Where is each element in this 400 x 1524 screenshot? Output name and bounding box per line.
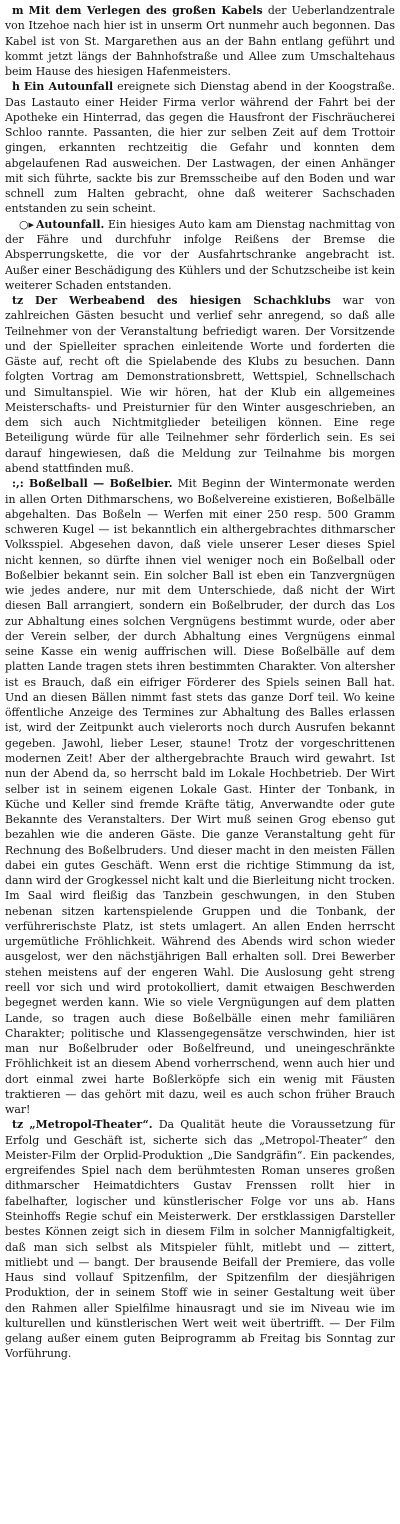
article-marker: h: [12, 80, 20, 94]
article-body: Mit Beginn der Wintermonate werden in allen Orten Dithmarschens, wo Boßelvereine existieren, Boßelbälle abgehalten. Das Boßeln — Werfen mit einer 250 resp. 500 Gramm schweren Kugel — ist bekanntlich ein althergebrachtes dithmarscher Volksspiel. Abgesehen davon, daß viele unserer Leser dieses Spiel nicht kennen, so dürfte ihnen viel weniger noch ein Boßelball oder Boßelbier bekannt sein. Ein solcher Ball ist eben ein Tanzvergnügen wie jedes andere, nur mit dem Unterschiede, daß nicht der Wirt diesen Ball arrangiert, sondern ein Boßelbruder, der durch das Los zur Abhaltung eines solchen Vergnügens bestimmt wurde, oder aber der Verein selber, der durch Abhaltung eines Vergnügens einmal seine Kasse ein wenig auffrischen will. Diese Boßelbälle auf dem platten Lande tragen stets ihren bestimmten Charakter. Von altersher ist es Brauch, daß ein eifriger Förderer des Spiels seinen Ball hat. Und an diesen Bällen nimmt fast stets das ganze Dorf teil. Wo keine öffentliche Anzeige des Termines zur Abhaltung des Balles erlassen ist, wird der Zeitpunkt auch vielerorts noch durch Ausrufen bekannt gegeben. Jawohl, lieber Leser, staune! Trotz der vorgeschrittenen modernen Zeit! Aber der althergebrachte Brauch wird gewahrt. Ist nun der Abend da, so herrscht bald im Lokale Hochbetrieb. Der Wirt selber ist in seinem eigenen Lokale Gast. Hinter der Tonbank, in Küche und Keller sind fremde Kräfte tätig, Anverwandte oder gute Bekannte des Veranstalters. Der Wirt muß seinen Grog ebenso gut bezahlen wie die anderen Gäste. Die ganze Veranstaltung geht für Rechnung des Boßelbruders. Und dieser macht in den meisten Fällen dabei ein gutes Geschäft. Wenn erst die richtige Stimmung da ist, dann wird der Grogkessel nicht kalt und die Bierleitung nicht trocken. Im Saal wird fleißig das Tanzbein geschwungen, in den Stuben nebenan sitzen kartenspielende Gruppen und die Tonbank, der verführerischste Platz, ist stets umlagert. An allen Enden herrscht urgemütliche Fröhlichkeit. Während des Abends wird schon wieder ausgelost, wer den nächstjährigen Ball erhalten soll. Drei Bewerber stehen meistens auf der engeren Wahl. Die Auslosung geht streng reell vor sich und wird protokolliert, damit etwaigen Beschwerden begegnet werden kann. Wie so viele Vergnügungen auf dem platten Lande, so tragen auch diese Boßelbälle einen mehr familiären Charakter; politische und Klassengegensätze verschwinden, hier ist man nur Boßelbruder oder Boßelfreund, und uneingeschränkte Fröhlichkeit ist an diesem Abend vorherrschend, wenn auch hier und dort einmal zwei harte Boßlerköpfe sich ein wenig mit Fäusten traktieren — das gehört mit dazu, weil es auch schon früher Brauch war!: [5, 477, 395, 1117]
article-paragraph: [5, 1117, 395, 1361]
article-marker: m: [12, 4, 24, 17]
article-autounfall-koogstrasse: [5, 79, 395, 216]
article-paragraph: [5, 79, 395, 216]
article-paragraph: [5, 293, 395, 476]
article-body: Ein hiesiges Auto kam am Dienstag nachmittag von der Fähre und durchfuhr infolge Reißens der Bremse die Absperrungskette, die vor der Ausfahrtschranke angebracht ist. Außer einer Beschädigung des Kühlers und der Schutzscheibe ist kein weiterer Schaden entstanden.: [5, 217, 395, 292]
article-marker: tz: [12, 1118, 24, 1132]
article-autounfall-faehre: [5, 217, 395, 293]
article-metropol-theater: [5, 1117, 395, 1361]
article-paragraph: [5, 217, 395, 293]
pointing-hand-icon: ○▸: [19, 217, 34, 231]
article-paragraph: [5, 476, 395, 1117]
article-body: der Ueberlandzentrale von Itzehoe nach hier ist in unserm Ort nunmehr auch begonnen. Das Kabel ist von St. Margarethen aus an der Bahn entlang geführt und kommt jetzt längs der Bahnhofstraße und Allee zum Umschaltehaus beim Hause des hiesigen Hafenmeisters.: [5, 4, 395, 79]
article-headline: „Metropol-Theater“.: [29, 1118, 153, 1132]
article-body: Da Qualität heute die Voraussetzung für Erfolg und Geschäft ist, sicherte sich das „Metropol-Theater“ den Meister-Film der Orplid-Produktion „Die Sandgräfin“. Ein packendes, ergreifendes Spiel nach dem berühmtesten Roman unseres großen dithmarscher Heimatdichters Gustav Frenssen rollt hier in fabelhafter, logischer und künstlerischer Folge vor uns ab. Hans Steinhoffs Regie schuf ein Meisterwerk. Der erstklassigen Darsteller bestes Können zeigt sich in diesem Film in solcher Mannigfaltigkeit, daß man sich selbst als Mitspieler fühlt, mitlebt und — zittert, mitliebt und — bangt. Der brausende Beifall der Premiere, das volle Haus sind vollauf Spitzenfilm, der Spitzenfilm der diesjährigen Produktion, der in seinem Stoff wie in seiner Gestaltung weit über den Rahmen aller Spielfilme hinausragt und sie im Niveau wie im kulturellen und künstlerischen Wert weit weit übertrifft. — Der Film gelang außer einem guten Beiprogramm ab Freitag bis Sonntag zur Vorführung.: [5, 1118, 395, 1361]
article-paragraph: [5, 3, 395, 79]
article-schachklub: [5, 293, 395, 476]
article-kabel: [5, 3, 395, 79]
article-headline: Autounfall.: [35, 217, 105, 231]
article-headline: Ein Autounfall: [23, 80, 114, 94]
article-bosselball: [5, 476, 395, 1117]
article-headline: Der Werbeabend des hiesigen Schachklubs: [34, 294, 331, 308]
article-body: ereignete sich Dienstag abend in der Koogstraße. Das Lastauto einer Heider Firma verlor während der Fahrt bei der Apotheke ein Hinterrad, das gegen die Hausfront der Fischräucherei Schloo rannte. Passanten, die hier zur selben Zeit auf dem Trottoir gingen, erkannten rechtzeitig die Gefahr und konnten dem abgelaufenen Rad ausweichen. Der Lastwagen, der einen Anhänger mit sich führte, sackte bis zur Bremsscheibe auf den Boden und war schnell zum Halten gebracht, ohne daß weiterer Sachschaden entstanden zu sein scheint.: [5, 80, 395, 216]
article-marker: :,:: [12, 477, 24, 491]
article-headline: Mit dem Verlegen des großen Kabels: [28, 4, 263, 17]
article-headline: Boßelball — Boßelbier.: [28, 477, 173, 491]
article-body: war von zahlreichen Gästen besucht und verlief sehr anregend, so daß alle Teilnehmer von der Veranstaltung befriedigt waren. Der Vorsitzende und der Spielleiter sprachen einleitende Worte und forderten die Gäste auf, recht oft die Spielabende des Klubs zu besuchen. Dann folgten Vortrag am Demonstrationsbrett, Wettspiel, Schnellschach und Simultanspiel. Wie wir hören, hat der Klub ein allgemeines Meisterschafts- und Preisturnier für den Winter ausgeschrieben, an dem sich auch Nichtmitglieder beteiligen können. Eine rege Beteiligung würde für alle Teilnehmer sehr förderlich sein. Es sei darauf hingewiesen, daß die Meldung zur Teilnahme bis morgen abend stattfinden muß.: [5, 294, 395, 475]
article-marker: tz: [12, 294, 24, 308]
